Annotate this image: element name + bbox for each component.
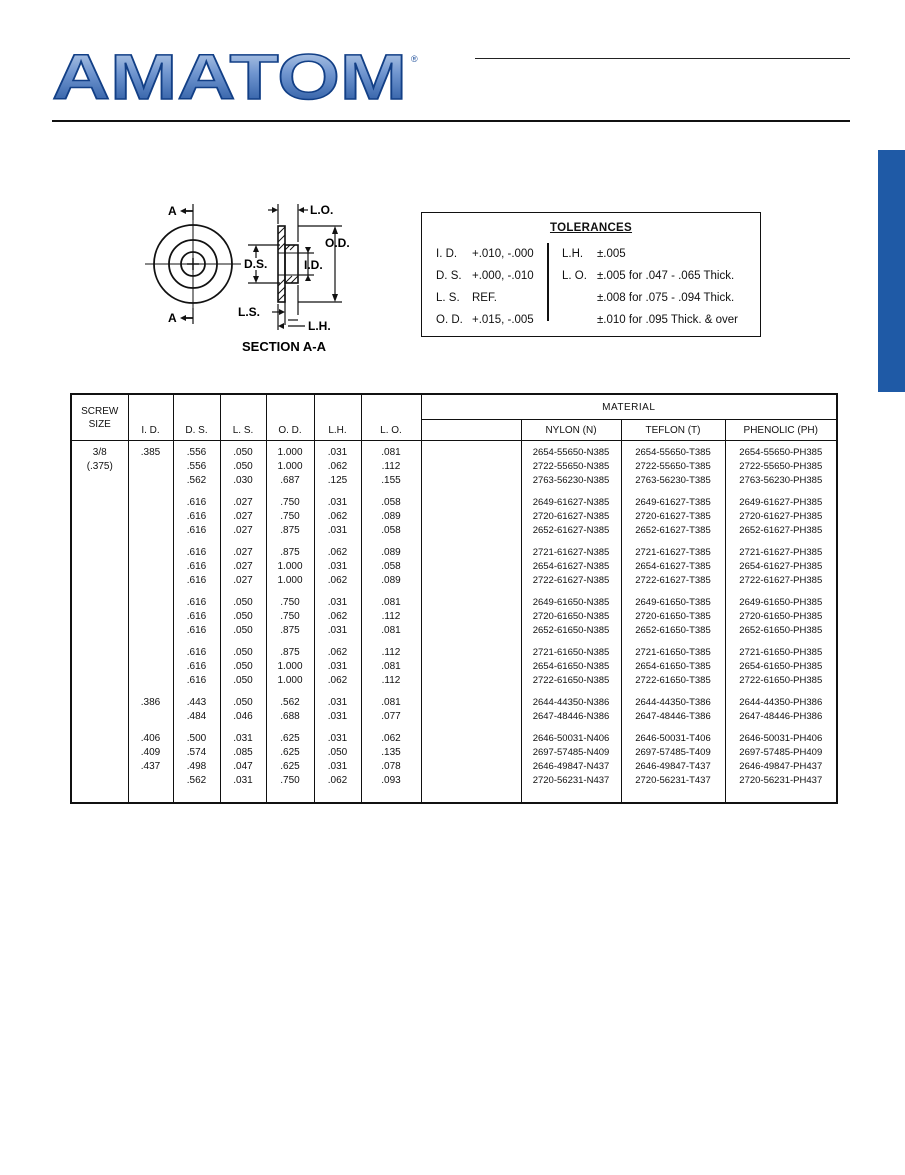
dimension-value: .562 bbox=[186, 775, 207, 786]
dimension-value: .484 bbox=[186, 711, 207, 722]
part-number: 2720-61627-PH385 bbox=[739, 511, 823, 522]
screw-size-text: 3/8 bbox=[92, 447, 107, 458]
dimension-value: .027 bbox=[233, 497, 253, 508]
tol-key-ls: L. S. bbox=[436, 292, 460, 304]
part-number: 2646-50031-PH406 bbox=[739, 733, 823, 744]
part-number: 2646-49847-PH437 bbox=[739, 761, 823, 772]
id-value bbox=[129, 474, 173, 488]
part-number: 2720-56231-N437 bbox=[532, 775, 610, 786]
part-number: 2720-61650-T385 bbox=[635, 611, 711, 622]
col-id: I. D. bbox=[128, 394, 173, 441]
tol-value-lo-3: ±.010 for .095 Thick. & over bbox=[597, 314, 738, 326]
id-value bbox=[129, 510, 173, 524]
dimension-value: .062 bbox=[327, 611, 348, 622]
id-value bbox=[129, 546, 173, 560]
dimension-value: .031 bbox=[327, 761, 348, 772]
part-number: 2720-56231-T437 bbox=[635, 775, 711, 786]
tolerances-box bbox=[421, 212, 761, 337]
label-od: O.D. bbox=[325, 236, 350, 250]
dimension-value: 1.000 bbox=[277, 661, 303, 672]
col-ds: D. S. bbox=[173, 394, 220, 441]
dimension-value: 1.000 bbox=[277, 675, 303, 686]
id-value bbox=[129, 560, 173, 574]
dimension-value: 1.000 bbox=[277, 447, 303, 458]
col-nylon: NYLON (N) bbox=[521, 420, 621, 441]
section-label-a-top: A bbox=[168, 204, 177, 218]
dimension-value: .616 bbox=[186, 547, 207, 558]
dimension-value: .625 bbox=[280, 733, 300, 744]
blank-value bbox=[422, 660, 521, 674]
id-value: .386 bbox=[140, 697, 161, 708]
part-number: 2649-61627-T385 bbox=[635, 497, 711, 508]
tol-key-od: O. D. bbox=[436, 314, 463, 326]
part-number: 2721-61650-T385 bbox=[635, 647, 711, 658]
part-number: 2697-57485-N409 bbox=[532, 747, 610, 758]
id-value: .385 bbox=[140, 447, 161, 458]
label-ls: L.S. bbox=[238, 305, 261, 319]
dimension-value: .030 bbox=[233, 475, 253, 486]
dimension-value: .031 bbox=[327, 661, 348, 672]
tolerances-title: TOLERANCES bbox=[549, 222, 633, 234]
part-number: 2644-44350-PH386 bbox=[739, 697, 823, 708]
dimension-value: .562 bbox=[280, 697, 300, 708]
blank-value bbox=[422, 496, 521, 510]
part-number: 2654-61627-N385 bbox=[532, 561, 610, 572]
dimension-value: .500 bbox=[186, 733, 207, 744]
id-value bbox=[129, 496, 173, 510]
blank-value bbox=[422, 774, 521, 788]
dimension-value: .050 bbox=[233, 661, 253, 672]
dimension-value: .750 bbox=[280, 497, 300, 508]
dimension-value: .031 bbox=[327, 447, 348, 458]
dimension-value: .443 bbox=[186, 697, 207, 708]
part-number: 2654-61627-PH385 bbox=[739, 561, 823, 572]
part-number: 2721-61627-PH385 bbox=[739, 547, 823, 558]
part-number: 2763-56230-T385 bbox=[635, 475, 711, 486]
blank-value bbox=[422, 446, 521, 460]
dimension-value: .027 bbox=[233, 575, 253, 586]
part-number: 2763-56230-PH385 bbox=[739, 475, 823, 486]
col-phenolic: PHENOLIC (PH) bbox=[725, 420, 837, 441]
dimension-value: .077 bbox=[381, 711, 401, 722]
dimension-value: .058 bbox=[381, 561, 401, 572]
col-teflon: TEFLON (T) bbox=[621, 420, 725, 441]
dimension-value: .625 bbox=[280, 747, 300, 758]
tol-key-ds: D. S. bbox=[436, 270, 462, 282]
table-row bbox=[71, 441, 837, 804]
id-value bbox=[129, 524, 173, 538]
tol-value-od: +.015, -.005 bbox=[472, 314, 534, 326]
section-caption: SECTION A-A bbox=[242, 339, 327, 354]
col-material-blank bbox=[421, 420, 521, 441]
dimension-value: .081 bbox=[381, 661, 401, 672]
id-value bbox=[129, 710, 173, 724]
id-value bbox=[129, 624, 173, 638]
part-number: 2721-61627-N385 bbox=[532, 547, 610, 558]
part-number: 2647-48446-N386 bbox=[532, 711, 610, 722]
part-number: 2652-61650-N385 bbox=[532, 625, 610, 636]
part-number: 2763-56230-N385 bbox=[532, 475, 610, 486]
col-lo: L. O. bbox=[361, 394, 421, 441]
dimension-value: .050 bbox=[233, 597, 253, 608]
dimension-value: .050 bbox=[327, 747, 348, 758]
dimension-value: .112 bbox=[381, 647, 401, 658]
id-value bbox=[129, 460, 173, 474]
dimension-value: .031 bbox=[327, 561, 348, 572]
dimension-value: .062 bbox=[381, 733, 401, 744]
part-number: 2652-61650-T385 bbox=[635, 625, 711, 636]
dimension-value: .050 bbox=[233, 647, 253, 658]
label-ds: D.S. bbox=[244, 257, 268, 271]
blank-value bbox=[422, 574, 521, 588]
dimension-value: .062 bbox=[327, 647, 348, 658]
od-cell bbox=[266, 441, 314, 804]
dimension-value: .027 bbox=[233, 525, 253, 536]
part-number: 2649-61627-N385 bbox=[532, 497, 610, 508]
part-number: 2646-49847-N437 bbox=[532, 761, 610, 772]
dimension-value: .625 bbox=[280, 761, 300, 772]
dimension-value: .875 bbox=[280, 547, 300, 558]
id-value: .406 bbox=[140, 733, 161, 744]
screw-size-text: (.375) bbox=[86, 461, 113, 472]
id-value bbox=[129, 574, 173, 588]
dimension-value: .062 bbox=[327, 675, 348, 686]
tol-key-id: I. D. bbox=[436, 248, 458, 260]
ls-cell bbox=[220, 441, 266, 804]
part-number: 2644-44350-T386 bbox=[635, 697, 711, 708]
dimension-value: .616 bbox=[186, 675, 207, 686]
dimension-value: .562 bbox=[186, 475, 207, 486]
part-number: 2652-61650-PH385 bbox=[739, 625, 823, 636]
lh-cell bbox=[314, 441, 361, 804]
part-number: 2697-57485-T409 bbox=[635, 747, 711, 758]
col-ls: L. S. bbox=[220, 394, 266, 441]
part-number: 2720-56231-PH437 bbox=[739, 775, 823, 786]
dimension-value: .062 bbox=[327, 547, 348, 558]
col-screw-size: SCREW SIZE bbox=[71, 394, 128, 441]
tol-value-lo-2: ±.008 for .075 - .094 Thick. bbox=[597, 292, 735, 304]
label-lh: L.H. bbox=[308, 319, 331, 333]
dimension-value: .078 bbox=[381, 761, 401, 772]
washer-diagram bbox=[130, 190, 380, 360]
dimension-value: .750 bbox=[280, 775, 300, 786]
part-number: 2720-61627-T385 bbox=[635, 511, 711, 522]
part-number: 2649-61627-PH385 bbox=[739, 497, 823, 508]
dimension-value: .093 bbox=[381, 775, 401, 786]
part-number: 2721-61650-PH385 bbox=[739, 647, 823, 658]
dimension-value: .616 bbox=[186, 575, 207, 586]
part-number: 2647-48446-T386 bbox=[635, 711, 711, 722]
dimension-value: .031 bbox=[327, 697, 348, 708]
blank-value bbox=[422, 696, 521, 710]
part-number: 2649-61650-T385 bbox=[635, 597, 711, 608]
blank-value bbox=[422, 510, 521, 524]
dimension-value: .027 bbox=[233, 561, 253, 572]
dimension-value: .089 bbox=[381, 547, 401, 558]
lo-cell bbox=[361, 441, 421, 804]
dimension-value: .031 bbox=[327, 625, 348, 636]
blank-value bbox=[422, 560, 521, 574]
dimension-value: .155 bbox=[381, 475, 401, 486]
part-number: 2654-61650-T385 bbox=[635, 661, 711, 672]
dimension-value: .062 bbox=[327, 575, 348, 586]
teflon-cell bbox=[621, 441, 725, 804]
tol-value-lo-1: ±.005 for .047 - .065 Thick. bbox=[597, 270, 735, 282]
dimension-value: .062 bbox=[327, 775, 348, 786]
id-value: .409 bbox=[140, 747, 161, 758]
dimension-value: .031 bbox=[233, 733, 253, 744]
col-lh: L.H. bbox=[314, 394, 361, 441]
dimension-value: .031 bbox=[327, 711, 348, 722]
dimension-value: .135 bbox=[381, 747, 401, 758]
dimension-value: .081 bbox=[381, 597, 401, 608]
id-value bbox=[129, 596, 173, 610]
dimension-value: .085 bbox=[233, 747, 253, 758]
spec-table-body bbox=[71, 441, 837, 804]
col-od: O. D. bbox=[266, 394, 314, 441]
dimension-value: .616 bbox=[186, 597, 207, 608]
logo-wordmark: AMATOM bbox=[52, 52, 407, 104]
blank-value bbox=[422, 474, 521, 488]
dimension-value: .050 bbox=[233, 447, 253, 458]
label-id: I.D. bbox=[304, 258, 323, 272]
dimension-value: .089 bbox=[381, 511, 401, 522]
dimension-value: .750 bbox=[280, 611, 300, 622]
dimension-value: .031 bbox=[327, 525, 348, 536]
screw-size-cell bbox=[71, 441, 128, 804]
tol-value-ds: +.000, -.010 bbox=[472, 270, 534, 282]
dimension-value: .616 bbox=[186, 611, 207, 622]
part-number: 2654-61650-N385 bbox=[532, 661, 610, 672]
id-cell bbox=[128, 441, 173, 804]
part-number: 2722-61650-T385 bbox=[635, 675, 711, 686]
dimension-value: .031 bbox=[327, 497, 348, 508]
part-number: 2649-61650-N385 bbox=[532, 597, 610, 608]
part-number: 2722-55650-PH385 bbox=[739, 461, 823, 472]
col-material: MATERIAL bbox=[421, 394, 837, 420]
part-number: 2652-61627-PH385 bbox=[739, 525, 823, 536]
nylon-cell bbox=[521, 441, 621, 804]
dimension-value: .050 bbox=[233, 461, 253, 472]
dimension-value: .687 bbox=[280, 475, 300, 486]
dimension-value: .750 bbox=[280, 511, 300, 522]
header-rule-short bbox=[475, 58, 850, 59]
part-number: 2722-55650-T385 bbox=[635, 461, 711, 472]
id-value bbox=[129, 660, 173, 674]
id-value bbox=[129, 674, 173, 688]
dimension-value: .050 bbox=[233, 611, 253, 622]
dimension-value: .574 bbox=[186, 747, 207, 758]
dimension-value: .031 bbox=[327, 597, 348, 608]
dimension-value: .875 bbox=[280, 625, 300, 636]
dimension-value: .027 bbox=[233, 547, 253, 558]
blank-value bbox=[422, 732, 521, 746]
dimension-value: .058 bbox=[381, 525, 401, 536]
blank-value bbox=[422, 460, 521, 474]
dimension-value: 1.000 bbox=[277, 561, 303, 572]
part-number: 2721-61650-N385 bbox=[532, 647, 610, 658]
dimension-value: .089 bbox=[381, 575, 401, 586]
tolerances-divider bbox=[547, 243, 549, 321]
header-rule bbox=[52, 120, 850, 122]
blank-value bbox=[422, 524, 521, 538]
blank-value bbox=[422, 624, 521, 638]
part-number: 2649-61650-PH385 bbox=[739, 597, 823, 608]
side-section-tab bbox=[878, 150, 905, 392]
part-number: 2720-61627-N385 bbox=[532, 511, 610, 522]
phenolic-cell bbox=[725, 441, 837, 804]
dimension-value: .062 bbox=[327, 461, 348, 472]
part-number: 2697-57485-PH409 bbox=[739, 747, 823, 758]
part-number: 2646-49847-T437 bbox=[635, 761, 711, 772]
dimension-value: .875 bbox=[280, 525, 300, 536]
dimension-value: .058 bbox=[381, 497, 401, 508]
dimension-value: .112 bbox=[381, 461, 401, 472]
dimension-value: .616 bbox=[186, 497, 207, 508]
tol-key-lo: L. O. bbox=[562, 270, 587, 282]
part-number: 2652-61627-N385 bbox=[532, 525, 610, 536]
part-number: 2644-44350-N386 bbox=[532, 697, 610, 708]
blank-value bbox=[422, 610, 521, 624]
ds-cell bbox=[173, 441, 220, 804]
part-number: 2720-61650-PH385 bbox=[739, 611, 823, 622]
dimension-value: .616 bbox=[186, 525, 207, 536]
blank-value bbox=[422, 646, 521, 660]
dimension-value: .050 bbox=[233, 697, 253, 708]
part-number: 2722-61650-PH385 bbox=[739, 675, 823, 686]
tol-key-lh: L.H. bbox=[562, 248, 584, 260]
dimension-value: .081 bbox=[381, 447, 401, 458]
dimension-value: .031 bbox=[327, 733, 348, 744]
dimension-value: .027 bbox=[233, 511, 253, 522]
section-label-a-bottom: A bbox=[168, 311, 177, 325]
dimension-value: .616 bbox=[186, 647, 207, 658]
dimension-value: .046 bbox=[233, 711, 253, 722]
dimension-value: .688 bbox=[280, 711, 300, 722]
part-number: 2722-61627-T385 bbox=[635, 575, 711, 586]
amatom-logo bbox=[52, 52, 422, 104]
dimension-value: .125 bbox=[327, 475, 348, 486]
part-number: 2654-55650-PH385 bbox=[739, 447, 823, 458]
part-number: 2654-61650-PH385 bbox=[739, 661, 823, 672]
dimension-value: 1.000 bbox=[277, 461, 303, 472]
part-number: 2722-55650-N385 bbox=[532, 461, 610, 472]
tol-value-ls: REF. bbox=[472, 292, 497, 304]
dimension-value: .875 bbox=[280, 647, 300, 658]
dimension-value: .616 bbox=[186, 625, 207, 636]
dimension-value: .112 bbox=[381, 611, 401, 622]
blank-value bbox=[422, 710, 521, 724]
dimension-value: .750 bbox=[280, 597, 300, 608]
dimension-value: .062 bbox=[327, 511, 348, 522]
dimension-value: .616 bbox=[186, 561, 207, 572]
dimension-value: .556 bbox=[186, 447, 207, 458]
dimension-value: .031 bbox=[233, 775, 253, 786]
spec-table bbox=[70, 393, 838, 804]
part-number: 2647-48446-PH386 bbox=[739, 711, 823, 722]
blank-value bbox=[422, 546, 521, 560]
blank-value bbox=[422, 760, 521, 774]
dimension-value: 1.000 bbox=[277, 575, 303, 586]
id-value bbox=[129, 610, 173, 624]
part-number: 2722-61650-N385 bbox=[532, 675, 610, 686]
dimension-value: .050 bbox=[233, 625, 253, 636]
dimension-value: .050 bbox=[233, 675, 253, 686]
id-value bbox=[129, 646, 173, 660]
part-number: 2722-61627-PH385 bbox=[739, 575, 823, 586]
part-number: 2652-61627-T385 bbox=[635, 525, 711, 536]
dimension-value: .112 bbox=[381, 675, 401, 686]
part-number: 2646-50031-N406 bbox=[532, 733, 610, 744]
label-lo: L.O. bbox=[310, 203, 334, 217]
blank-value bbox=[422, 674, 521, 688]
tol-value-id: +.010, -.000 bbox=[472, 248, 534, 260]
registered-mark: ® bbox=[411, 54, 418, 64]
part-number: 2654-55650-T385 bbox=[635, 447, 711, 458]
blank-value bbox=[422, 596, 521, 610]
part-number: 2720-61650-N385 bbox=[532, 611, 610, 622]
blank-value bbox=[422, 746, 521, 760]
id-value: .437 bbox=[140, 761, 161, 772]
dimension-value: .556 bbox=[186, 461, 207, 472]
dimension-value: .081 bbox=[381, 697, 401, 708]
dimension-value: .498 bbox=[186, 761, 207, 772]
dimension-value: .616 bbox=[186, 661, 207, 672]
material-blank-cell bbox=[421, 441, 521, 804]
id-value bbox=[129, 774, 173, 788]
part-number: 2646-50031-T406 bbox=[635, 733, 711, 744]
part-number: 2722-61627-N385 bbox=[532, 575, 610, 586]
dimension-value: .047 bbox=[233, 761, 253, 772]
part-number: 2654-61627-T385 bbox=[635, 561, 711, 572]
dimension-value: .081 bbox=[381, 625, 401, 636]
part-number: 2654-55650-N385 bbox=[532, 447, 610, 458]
tol-value-lh: ±.005 bbox=[597, 248, 626, 260]
dimension-value: .616 bbox=[186, 511, 207, 522]
part-number: 2721-61627-T385 bbox=[635, 547, 711, 558]
